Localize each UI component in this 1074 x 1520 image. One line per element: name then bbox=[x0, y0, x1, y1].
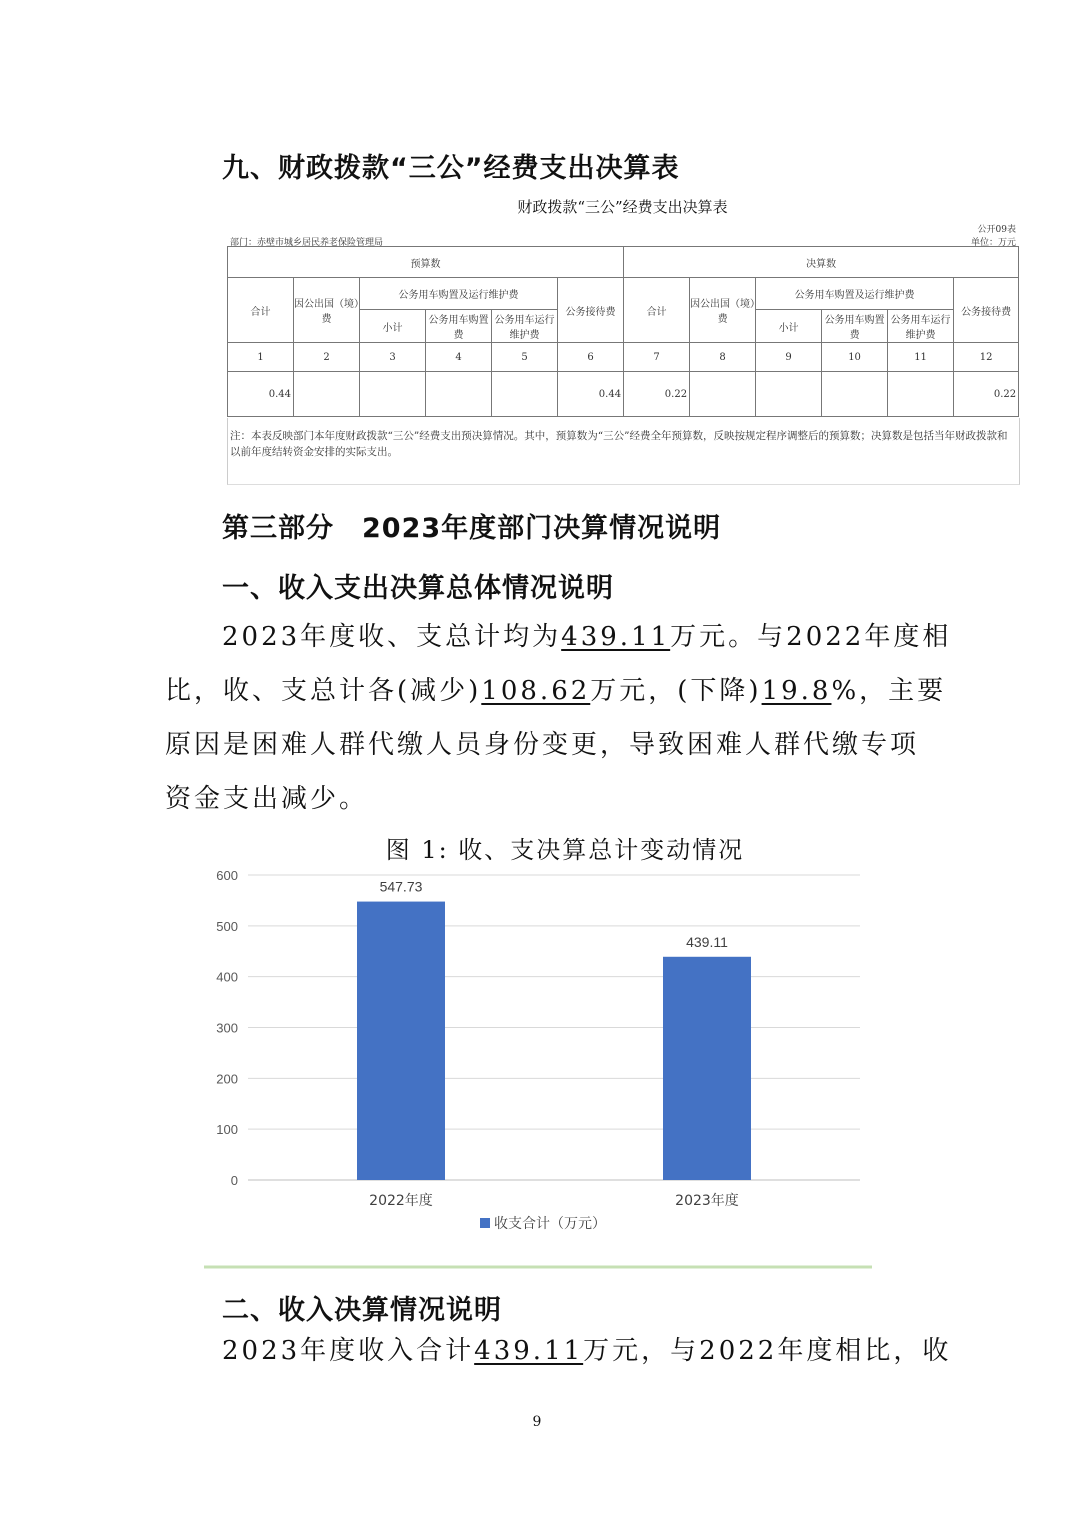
data-label: 547.73 bbox=[379, 878, 423, 895]
table-cell bbox=[822, 372, 888, 417]
bar bbox=[663, 957, 751, 1180]
header-vehicle: 公务用车购置及运行维护费 bbox=[756, 278, 954, 310]
header-maint: 公务用车运行维护费 bbox=[888, 310, 954, 343]
table-cell bbox=[492, 372, 558, 417]
legend-label: 收支合计（万元） bbox=[494, 1216, 606, 1232]
y-tick-label: 500 bbox=[216, 918, 238, 934]
table-cell: 0.44 bbox=[228, 372, 294, 417]
header-budget: 预算数 bbox=[228, 247, 624, 278]
section1-line4: 资金支出减少。 bbox=[165, 784, 369, 814]
table-cell bbox=[690, 372, 756, 417]
table-title: 财政拨款“三公”经费支出决算表 bbox=[517, 198, 728, 216]
header-final: 决算数 bbox=[624, 247, 1019, 278]
header-subtotal: 小计 bbox=[756, 310, 822, 343]
col-number: 2 bbox=[294, 343, 360, 372]
table-unit: 单位：万元 bbox=[970, 238, 1016, 248]
three-public-expense-table bbox=[227, 246, 1019, 417]
col-number: 9 bbox=[756, 343, 822, 372]
col-number: 12 bbox=[954, 343, 1019, 372]
header-reception: 公务接待费 bbox=[954, 278, 1019, 343]
col-number: 4 bbox=[426, 343, 492, 372]
table-note: 注：本表反映部门本年度财政拨款“三公”经费支出预决算情况。其中，预算数为“三公”经费全年预算数，反映按规定程序调整后的预算数；决算数是包括当年财政拨款和以前年度结转资金安排的实际支出。 bbox=[230, 430, 1008, 458]
header-purchase: 公务用车购置费 bbox=[822, 310, 888, 343]
text-span: 万元。与2022年度相 bbox=[670, 622, 952, 652]
y-tick-label: 400 bbox=[216, 969, 238, 985]
page-number: 9 bbox=[532, 1414, 542, 1430]
decrease-percent: 19.8 bbox=[761, 676, 832, 706]
bar-chart bbox=[200, 860, 880, 1270]
income-value: 439.11 bbox=[474, 1336, 584, 1366]
header-purchase: 公务用车购置费 bbox=[426, 310, 492, 343]
section1-line2 bbox=[165, 664, 947, 718]
table-cell: 0.44 bbox=[558, 372, 624, 417]
text-span: 2023年度收入合计 bbox=[222, 1336, 475, 1366]
legend-swatch bbox=[480, 1218, 490, 1228]
col-number: 5 bbox=[492, 343, 558, 372]
y-tick-label: 100 bbox=[216, 1122, 238, 1138]
part3-heading: 第三部分 2023年度部门决算情况说明 bbox=[222, 513, 722, 544]
col-number: 1 bbox=[228, 343, 294, 372]
x-tick-label: 2023年度 bbox=[675, 1193, 739, 1209]
header-reception: 公务接待费 bbox=[558, 278, 624, 343]
header-vehicle: 公务用车购置及运行维护费 bbox=[360, 278, 558, 310]
data-label: 439.11 bbox=[686, 933, 728, 950]
text-span: 2023年度收、支总计均为 bbox=[222, 622, 562, 652]
table-form-code: 公开09表 bbox=[977, 225, 1016, 235]
text-span: 万元，(下降) bbox=[590, 676, 762, 706]
x-tick-label: 2022年度 bbox=[369, 1193, 433, 1209]
y-tick-label: 600 bbox=[216, 868, 238, 883]
bar bbox=[357, 902, 445, 1180]
section1-line3: 原因是困难人群代缴人员身份变更，导致困难人群代缴专项 bbox=[165, 730, 920, 760]
section2-line1 bbox=[222, 1324, 952, 1378]
section2-heading: 二、收入决算情况说明 bbox=[222, 1295, 502, 1326]
y-tick-label: 300 bbox=[216, 1020, 238, 1036]
section1-heading: 一、收入支出决算总体情况说明 bbox=[222, 573, 614, 604]
table-cell: 0.22 bbox=[954, 372, 1019, 417]
col-number: 3 bbox=[360, 343, 426, 372]
table-cell: 0.22 bbox=[624, 372, 690, 417]
table-cell bbox=[888, 372, 954, 417]
section1-line1 bbox=[222, 610, 952, 664]
decrease-value: 108.62 bbox=[481, 676, 591, 706]
total-value: 439.11 bbox=[561, 622, 671, 652]
col-number: 7 bbox=[624, 343, 690, 372]
table-dept: 部门：赤壁市城乡居民养老保险管理局 bbox=[230, 238, 384, 248]
header-abroad: 因公出国（境）费 bbox=[294, 278, 360, 343]
text-span: 万元，与2022年度相比，收 bbox=[583, 1336, 952, 1366]
y-tick-label: 200 bbox=[216, 1071, 238, 1087]
text-span: 比，收、支总计各(减少) bbox=[165, 676, 482, 706]
table-cell bbox=[426, 372, 492, 417]
section9-heading: 九、财政拨款“三公”经费支出决算表 bbox=[222, 153, 680, 184]
header-maint: 公务用车运行维护费 bbox=[492, 310, 558, 343]
col-number: 8 bbox=[690, 343, 756, 372]
header-abroad: 因公出国（境）费 bbox=[690, 278, 756, 343]
col-number: 11 bbox=[888, 343, 954, 372]
table-cell bbox=[294, 372, 360, 417]
header-total: 合计 bbox=[228, 278, 294, 343]
table-cell bbox=[756, 372, 822, 417]
y-tick-label: 0 bbox=[230, 1173, 238, 1188]
col-number: 6 bbox=[558, 343, 624, 372]
table-cell bbox=[360, 372, 426, 417]
text-span: %，主要 bbox=[831, 676, 947, 706]
header-total: 合计 bbox=[624, 278, 690, 343]
header-subtotal: 小计 bbox=[360, 310, 426, 343]
figure-title: 图 1: 收、支决算总计变动情况 bbox=[385, 836, 745, 864]
col-number: 10 bbox=[822, 343, 888, 372]
